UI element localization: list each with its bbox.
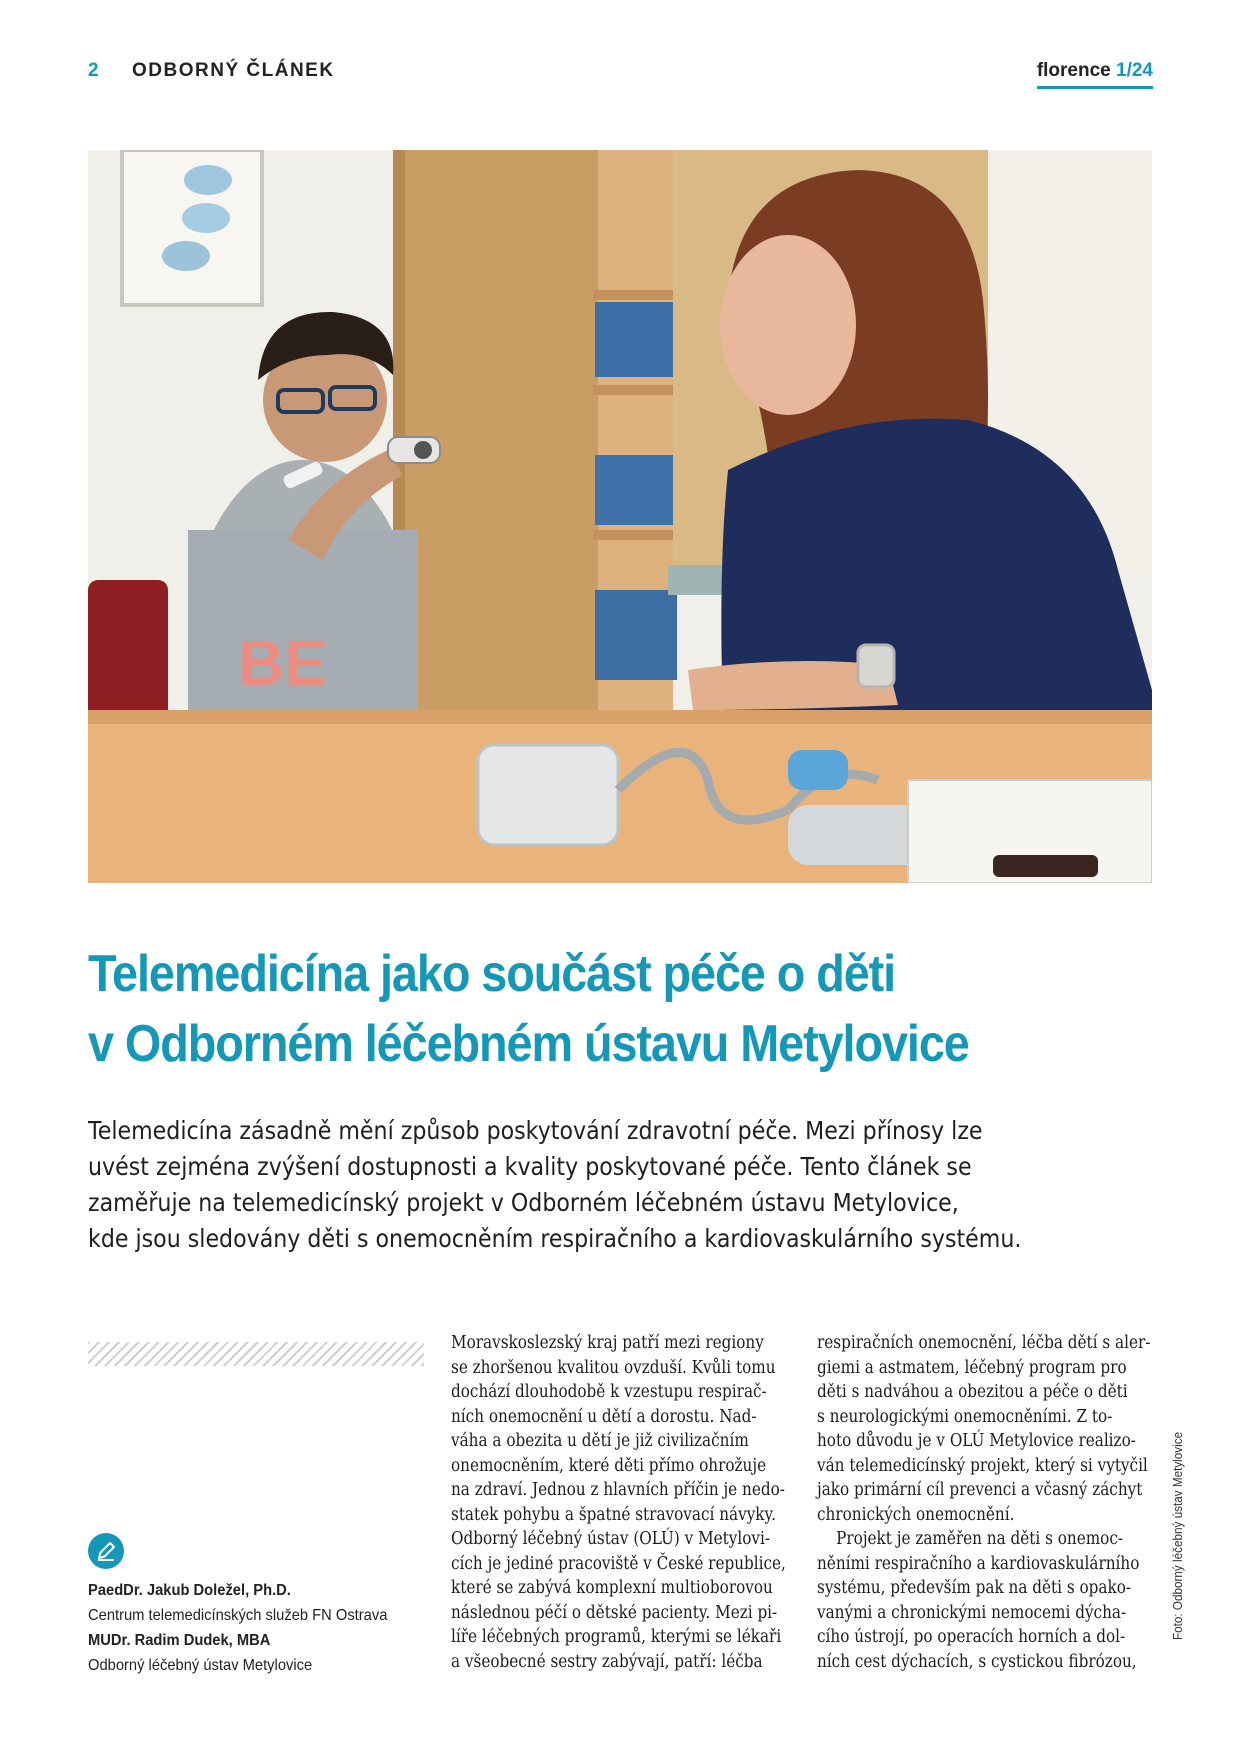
body-line: ván telemedicínský projekt, který si vytyčil [817, 1455, 1148, 1476]
section-label: ODBORNÝ ČLÁNEK [132, 60, 335, 81]
body-line: něními respiračního a kardiovaskulárního [817, 1553, 1140, 1574]
author-affiliation: Centrum telemedicínských služeb FN Ostrava [88, 1607, 388, 1624]
page-number: 2 [88, 60, 99, 81]
body-line: a všeobecné sestry zabývají, patří: léčba [451, 1651, 763, 1672]
author-affiliation: Odborný léčebný ústav Metylovice [88, 1657, 313, 1674]
lead-line: zaměřuje na telemedicínský projekt v Odborném léčebném ústavu Metylovice, [88, 1188, 959, 1217]
title-line: Telemedicína jako součást péče o děti [88, 945, 896, 1003]
body-line: na zdraví. Jednou z hlavních příčin je nedo- [451, 1480, 785, 1500]
body-line: líře léčebných programů, kterými se lékaři [451, 1627, 782, 1647]
body-line: chronických onemocnění. [817, 1504, 1015, 1525]
body-line: giemi a astmatem, léčebný program pro [817, 1357, 1127, 1378]
magazine-label [1037, 60, 1153, 89]
body-line: jako primární cíl prevenci a včasný záchyt [817, 1480, 1143, 1500]
magazine-name: florence [1036, 60, 1111, 81]
body-line: respiračních onemocnění, léčba dětí s aler- [817, 1333, 1151, 1353]
body-line: ních cest dýchacích, s cystickou fibrózou, [817, 1651, 1137, 1672]
lead-line: kde jsou sledovány děti s onemocněním respiračního a kardiovaskulárního systému. [88, 1224, 1022, 1253]
body-line: děti s nadváhou a obezitou a péče o děti [817, 1382, 1128, 1402]
lead-line: Telemedicína zásadně mění způsob poskytování zdravotní péče. Mezi přínosy lze [88, 1116, 983, 1145]
author-name: MUDr. Radim Dudek, MBA [88, 1632, 271, 1649]
body-line: vanými a chronickými nemocemi dýcha- [817, 1602, 1127, 1623]
body-line: s neurologickými onemocněními. Z to- [817, 1406, 1113, 1427]
body-line: následnou péčí o dětské pacienty. Mezi pi- [451, 1602, 778, 1623]
photo-credit: Foto: Odborný léčebný ústav Metylovice [1170, 1431, 1185, 1640]
body-line: které se zabývá komplexní multioborovou [451, 1578, 773, 1598]
body-line: onemocněním, které děti přímo ohrožuje [451, 1455, 767, 1476]
body-line: ních onemocnění u dětí a dorostu. Nad- [451, 1406, 757, 1427]
body-line: statek pohybu a špatné stravovací návyky. [451, 1504, 776, 1525]
body-line: váha a obezita u dětí je již civilizačním [451, 1431, 749, 1451]
article-lead [88, 1113, 1106, 1257]
issue-number: 1/24 [1116, 60, 1153, 81]
author-block [88, 1578, 419, 1678]
body-line: cího ústrojí, po operacích horních a dol- [817, 1627, 1126, 1647]
title-line: v Odborném léčebném ústavu Metylovice [88, 1014, 969, 1073]
body-line: cích je jediné pracoviště v České republice, [451, 1553, 786, 1574]
shirt-text-1: BE [238, 627, 327, 699]
body-line: Projekt je zaměřen na děti s onemoc- [836, 1529, 1124, 1549]
body-column-1 [451, 1331, 786, 1674]
body-line: hoto důvodu je v OLÚ Metylovice realizo- [817, 1431, 1136, 1451]
body-line: dochází dlouhodobě k vzestupu respirač- [451, 1382, 767, 1402]
hatched-divider [88, 1342, 424, 1366]
article-photo [88, 150, 1152, 883]
article-title [88, 940, 1051, 1079]
author-name: PaedDr. Jakub Doležel, Ph.D. [88, 1582, 291, 1599]
lead-line: uvést zejména zvýšení dostupnosti a kvality poskytované péče. Tento článek se [88, 1152, 972, 1181]
body-line: Odborný léčebný ústav (OLÚ) v Metylovi- [451, 1529, 771, 1549]
body-column-2 [817, 1331, 1150, 1674]
body-line: Moravskoslezský kraj patří mezi regiony [451, 1333, 764, 1353]
body-line: se zhoršenou kvalitou ovzduší. Kvůli tomu [451, 1357, 776, 1378]
pencil-icon [88, 1533, 124, 1569]
body-line: systému, především pak na děti s opako- [817, 1578, 1132, 1598]
